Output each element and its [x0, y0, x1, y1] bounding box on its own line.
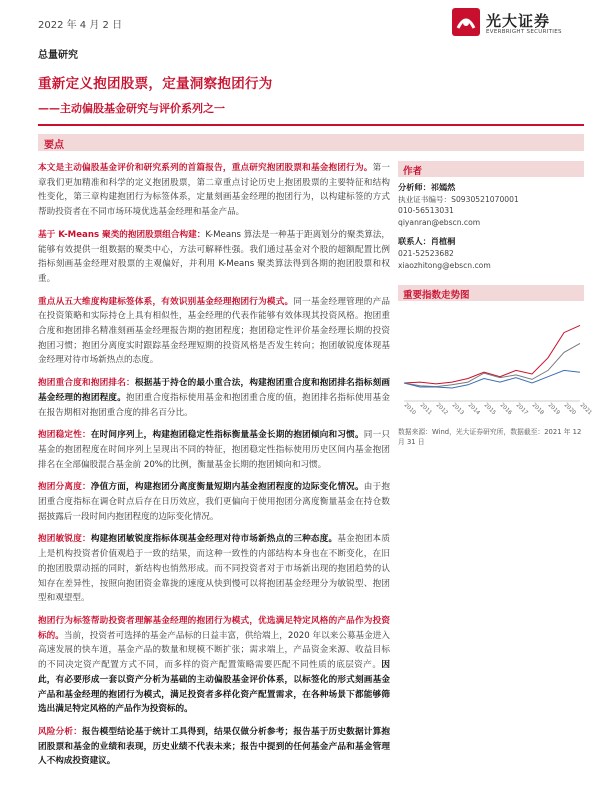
- index-trend-svg: [398, 305, 593, 425]
- paragraph-body: 抱团重合度指标使用基金和抱团重合度的值，抱团排名指标使用基金在报告期相对抱团重合度的排名百分比。: [38, 392, 390, 418]
- analyst-block-1: [398, 182, 584, 271]
- company-logo: [452, 8, 582, 42]
- logo-text-en: EVERBRIGHT SECURITIES: [486, 29, 562, 35]
- x-tick-label: 2016: [498, 402, 513, 417]
- paragraph-lead: 抱团稳定性：: [38, 430, 91, 441]
- x-tick-label: 2017: [514, 402, 529, 417]
- x-tick-label: 2014: [466, 402, 481, 417]
- chart-title: 重要指数走势图: [403, 290, 470, 302]
- x-tick-label: 2013: [450, 402, 465, 417]
- paragraph-stability: [38, 428, 390, 472]
- paragraph-lead: 抱团敏锐度：: [38, 534, 91, 545]
- keypoints-header: [38, 134, 584, 151]
- logo-text-cn: 光大证券: [486, 12, 551, 30]
- paragraph-body: K-Means 算法是一种基于距离划分的聚类算法，能够有效提供一组数据的聚类中心，方法可解释性强。我们通过基金对个股的超额配置比例指标刻画基金经理对股票的主观偏好，并利用 K-Means 聚类算法得到各期的抱团股票和权重。: [38, 229, 390, 284]
- analyst-name: 分析师：祁嫣然: [398, 182, 456, 192]
- paragraph-body: 基金抱团本质上是机构投资者价值观趋于一致的结果，而这种一致性的内部结构本身也在不断变化，在旧的抱团股票动摇的同时，新结构也悄然形成。而不同投资者对于市场新出现的抱团趋势的认知存在差异性，按照向抱团资金靠拢的速度从快到慢可以将抱团基金经理分为敏锐型、抱团型和观望型。: [38, 534, 390, 604]
- keypoints-body: [38, 161, 390, 777]
- analyst-phone: 010-56513031: [398, 206, 454, 216]
- paragraph-mid: 构建抱团敏锐度指标体现基金经理对待市场新热点的三种态度。: [90, 534, 338, 545]
- report-subtitle: ——主动偏股基金研究与评价系列之一: [38, 102, 225, 115]
- report-date: 2022 年 4 月 2 日: [38, 20, 123, 31]
- author-label: 作者: [403, 166, 423, 177]
- sidebar: [398, 161, 593, 447]
- paragraph-body: 同一基金经理管理的产品在投资策略和实际持仓上具有相似性，基金经理的代表作能够有效体现其投资风格。抱团重合度和抱团排名精准刻画基金经理报告期的抱团程度；抱团稳定性评价基金经理长期的投资抱团习惯；抱团分离度实时跟踪基金经理短期的投资风格是否发生转向；抱团敏锐度体现基金经理对待市场新热点的态度。: [38, 296, 390, 366]
- contact-email[interactable]: xiaozhitong@ebscn.com: [398, 260, 491, 270]
- x-tick-label: 2012: [434, 402, 449, 417]
- paragraph-sensitivity: [38, 532, 390, 606]
- author-header: [398, 161, 584, 177]
- index-trend-chart: [398, 305, 593, 425]
- paragraph-mid: 根据基于持仓的最小重合法，构建抱团重合度和抱团排名指标刻画基金经理的抱团程度。: [38, 378, 390, 403]
- paragraph-tail: 因此，有必要形成一套以资产分析为基础的主动偏股基金评价体系，以标签化的形式刻画基金产品和基金经理的抱团行为模式，满足投资者多样化资产配置需求，: [38, 660, 390, 700]
- series-line-2: [404, 371, 580, 389]
- everbright-logo-icon: [452, 8, 480, 36]
- paragraph-lead: 抱团分离度：: [38, 482, 91, 493]
- paragraph-mid: 在时间序列上，构建抱团稳定性指标衡量基金长期的抱团倾向和习惯。: [90, 430, 364, 441]
- x-tick-label: 2021: [578, 402, 593, 417]
- paragraph-five-dimensions: [38, 295, 390, 369]
- paragraph-lead: 基于 K-Means 聚类的抱团股票组合构建：: [38, 229, 206, 240]
- paragraph-intro: [38, 161, 390, 220]
- x-tick-label: 2015: [482, 402, 497, 417]
- paragraph-overlap-rank: [38, 376, 390, 420]
- paragraph-tail2: 在各种场景下都能够筛选出满足特定风格的产品作为投资标的。: [38, 689, 390, 715]
- paragraph-body: 同一只基金的抱团程度在时间序列上呈现出不同的特征，抱团稳定性指标使用历史区间内基金抱团排名在全部偏股混合基金前 20%的比例，衡量基金长期的抱团倾向和习惯。: [38, 430, 390, 470]
- contact-phone: 021-52523682: [398, 248, 454, 258]
- paragraph-lead: 抱团重合度和抱团排名：: [38, 378, 135, 389]
- paragraph-lead: 风险分析：: [38, 726, 83, 737]
- paragraph-body: 当前，投资者可选择的基金产品标的日益丰富，供给端上，2020 年以来公募基金进入高速发展的快车道，基金产品的数量和规模不断扩张；需求端上，产品资金来源、收益目标的不同决定资产配置方式不同，而多样的资产配置策略需要匹配不同性质的底层资产。: [38, 630, 390, 671]
- x-tick-label: 2020: [562, 402, 577, 417]
- contact-name: 联系人：肖植桐: [398, 236, 456, 247]
- chart-source: 数据来源：Wind，光大证券研究所，数据截至：2021 年 12 月 31 日: [398, 428, 582, 447]
- paragraph-kmeans: [38, 228, 390, 287]
- analyst-email[interactable]: qiyanran@ebscn.com: [398, 217, 481, 227]
- x-tick-label: 2018: [530, 402, 545, 417]
- paragraph-body: 由于抱团重合度指标在调仓时点后存在日历效应，我们更偏向于使用抱团分离度衡量基金在持仓数据披露后一段时间内抱团程度的边际变化情况。: [38, 482, 390, 522]
- header-divider: [38, 124, 584, 126]
- paragraph-mid: 净值方面，构建抱团分离度衡量短期内基金抱团程度的边际变化情况。: [90, 482, 364, 493]
- report-category: 总量研究: [38, 50, 78, 61]
- paragraph-risk: [38, 725, 390, 769]
- paragraph-lead: 本文是主动偏股基金评价和研究系列的首篇报告，重点研究抱团股票和基金抱团行为。: [38, 163, 373, 173]
- report-title: 重新定义抱团股票，定量洞察抱团行为: [38, 76, 273, 92]
- chart-header: [398, 285, 584, 301]
- paragraph-body: 第一章我们更加精准和科学的定义抱团股票，第二章重点讨论历史上抱团股票的主要特征和结构性变化，第三章构建抱团行为标签体系，定量刻画基金经理的抱团行为，以构建标签的方式帮助投资者在不同市场环境优选基金经理和基金产品。: [38, 163, 390, 218]
- paragraph-separation: [38, 480, 390, 524]
- paragraph-lead: 抱团行为标签帮助投资者理解基金经理的抱团行为模式，优选满足特定风格的产品作为投资标的。: [38, 615, 390, 641]
- paragraph-body: 报告模型结论基于统计工具得到，结果仅做分析参考；报告基于历史数据计算抱团股票和基金的业绩和表现，历史业绩不代表未来；报告中提到的任何基金产品和基金管理人不构成投资建议。: [38, 726, 390, 767]
- x-tick-label: 2011: [418, 402, 433, 417]
- x-tick-label: 2019: [546, 402, 561, 417]
- x-tick-label: 2010: [402, 402, 417, 417]
- analyst-cert: 执业证书编号：S0930521070001: [398, 194, 519, 204]
- paragraph-lead: 重点从五大维度构建标签体系，有效识别基金经理抱团行为模式。: [38, 296, 294, 307]
- paragraph-labels: [38, 614, 390, 717]
- keypoints-label: 要点: [44, 140, 64, 151]
